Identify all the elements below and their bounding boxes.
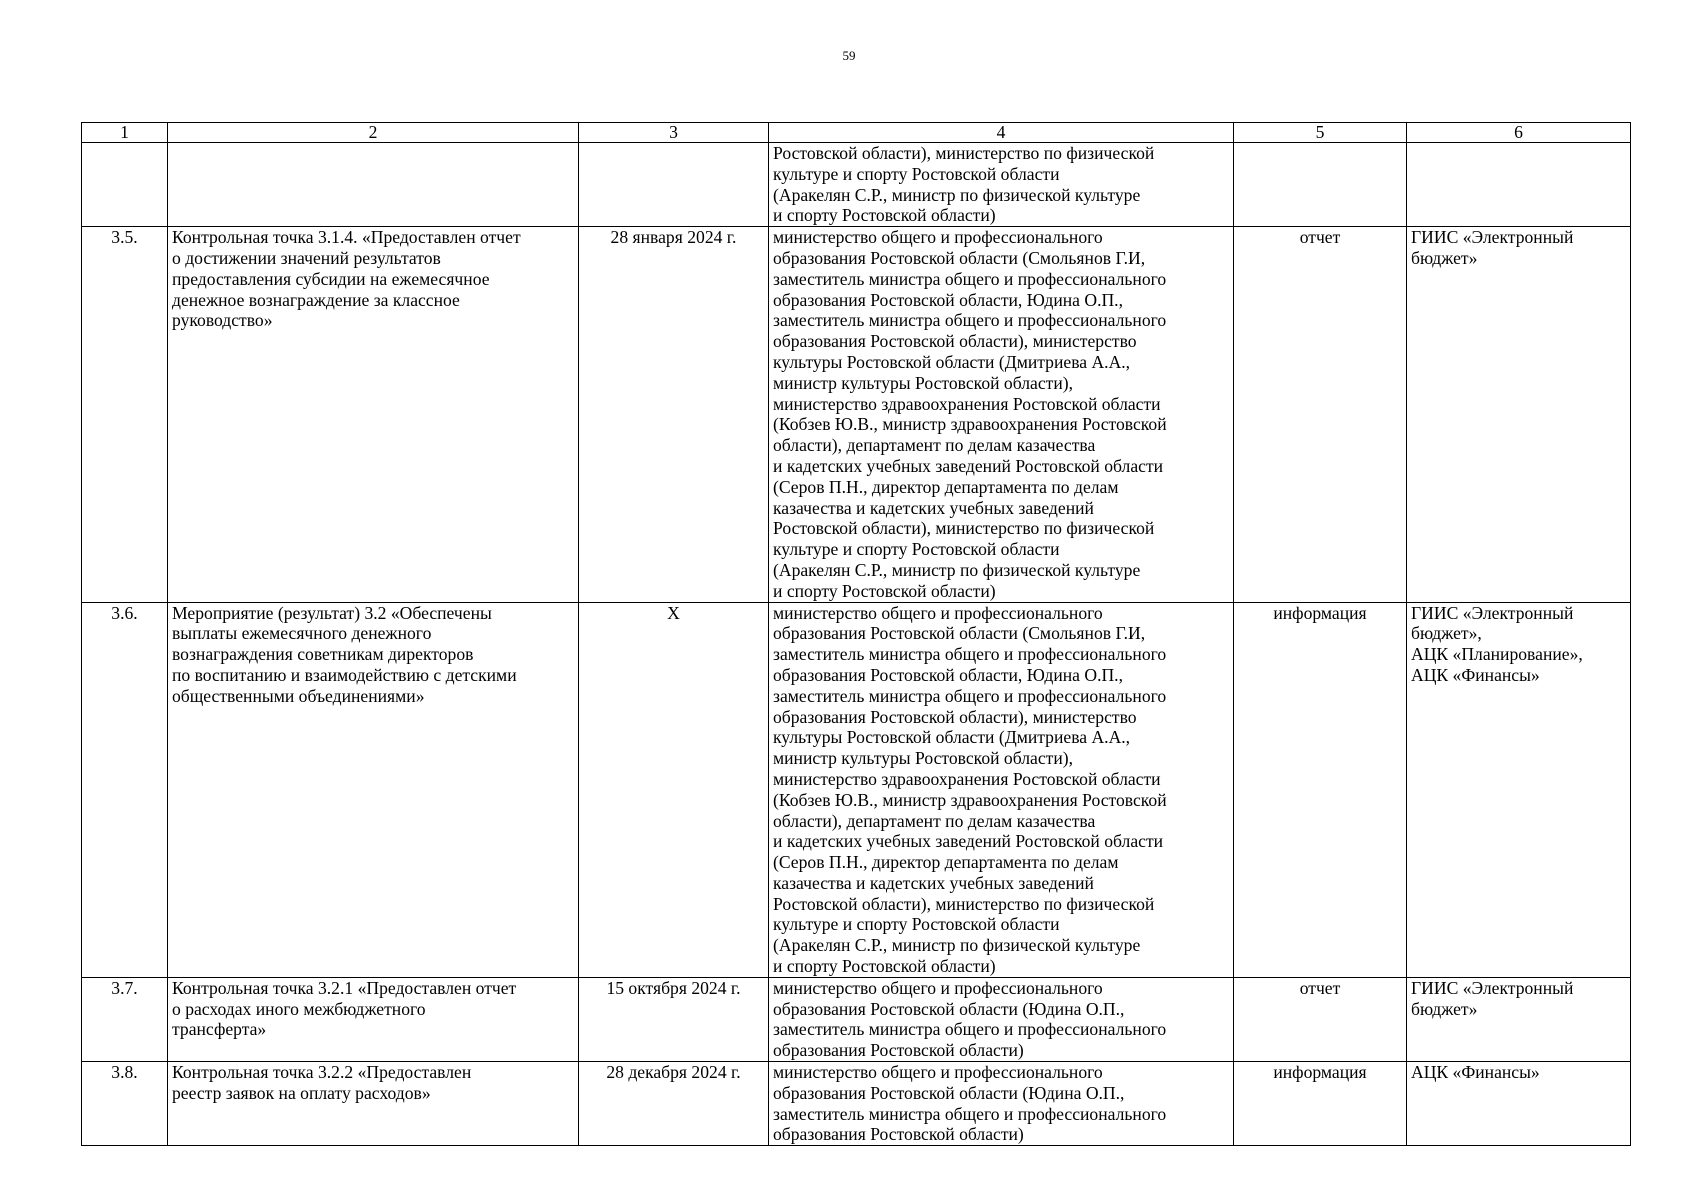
item-name-line: по воспитанию и взаимодействию с детскими — [172, 664, 517, 685]
item-name-line: общественными объединениями» — [172, 685, 425, 706]
responsible-cell — [769, 1062, 1234, 1146]
document-type-cell: отчет — [1234, 977, 1407, 1061]
responsible-line: (Аракелян С.Р., министр по физической культуре — [773, 184, 1141, 205]
responsible-line: образования Ростовской области) — [773, 1040, 1024, 1061]
responsible-line: и спорту Ростовской области) — [773, 580, 996, 601]
information-system-line: бюджет» — [1411, 998, 1478, 1019]
information-system-line: АЦК «Планирование», — [1411, 644, 1583, 665]
item-name-cell — [168, 1062, 579, 1146]
page-number: 59 — [842, 48, 856, 63]
responsible-line: и спорту Ростовской области) — [773, 205, 996, 226]
responsible-line: и кадетских учебных заведений Ростовской области — [773, 455, 1164, 476]
plan-table — [81, 122, 1631, 1146]
responsible-line: образования Ростовской области), министерство — [773, 706, 1137, 727]
row-number-cell — [82, 143, 168, 227]
responsible-line: культуре и спорту Ростовской области — [773, 914, 1060, 935]
table-row — [82, 977, 1631, 1061]
responsible-line: министерство общего и профессионального — [773, 227, 1103, 248]
responsible-line: (Кобзев Ю.В., министр здравоохранения Ростовской — [773, 789, 1167, 810]
responsible-line: заместитель министра общего и профессионального — [773, 268, 1167, 289]
responsible-line: и кадетских учебных заведений Ростовской области — [773, 831, 1164, 852]
date-cell: 28 января 2024 г. — [579, 227, 769, 602]
information-system-line: ГИИС «Электронный — [1411, 227, 1574, 248]
item-name-line: Контрольная точка 3.1.4. «Предоставлен отчет — [172, 227, 521, 248]
document-type-cell: информация — [1234, 602, 1407, 977]
header-col-1: 1 — [82, 123, 168, 143]
responsible-line: и спорту Ростовской области) — [773, 956, 996, 977]
document-type-cell: отчет — [1234, 227, 1407, 602]
responsible-line: (Серов П.Н., директор департамента по делам — [773, 476, 1119, 497]
information-system-line: ГИИС «Электронный — [1411, 977, 1574, 998]
responsible-line: образования Ростовской области (Смольянов Г.И, — [773, 247, 1146, 268]
item-name-cell — [168, 602, 579, 977]
header-row — [82, 123, 1631, 143]
item-name-line: предоставления субсидии на ежемесячное — [172, 268, 490, 289]
responsible-line: области), департамент по делам казачества — [773, 435, 1096, 456]
row-number-cell: 3.6. — [82, 602, 168, 977]
responsible-line: культуре и спорту Ростовской области — [773, 539, 1060, 560]
responsible-cell — [769, 977, 1234, 1061]
item-name-line: трансферта» — [172, 1019, 267, 1040]
table-row — [82, 143, 1631, 227]
responsible-line: области), департамент по делам казачества — [773, 810, 1096, 831]
information-system-line: ГИИС «Электронный — [1411, 602, 1574, 623]
information-system-line: АЦК «Финансы» — [1411, 664, 1540, 685]
responsible-line: (Аракелян С.Р., министр по физической культуре — [773, 559, 1141, 580]
item-name-line: выплаты ежемесячного денежного — [172, 623, 432, 644]
responsible-line: культуры Ростовской области (Дмитриева А.А., — [773, 727, 1131, 748]
responsible-line: министерство общего и профессионального — [773, 1062, 1103, 1083]
responsible-line: образования Ростовской области, Юдина О.П., — [773, 289, 1123, 310]
information-system-cell — [1407, 1062, 1631, 1146]
item-name-line: вознаграждения советникам директоров — [172, 644, 474, 665]
date-cell: 28 декабря 2024 г. — [579, 1062, 769, 1146]
item-name-line: Контрольная точка 3.2.1 «Предоставлен отчет — [172, 977, 517, 998]
date-cell: 15 октября 2024 г. — [579, 977, 769, 1061]
item-name-cell — [168, 977, 579, 1061]
responsible-line: министр культуры Ростовской области), — [773, 372, 1074, 393]
responsible-cell — [769, 227, 1234, 602]
responsible-line: министерство общего и профессионального — [773, 602, 1103, 623]
row-number-cell: 3.8. — [82, 1062, 168, 1146]
item-name-line: Контрольная точка 3.2.2 «Предоставлен — [172, 1062, 472, 1083]
information-system-cell — [1407, 143, 1631, 227]
responsible-line: (Кобзев Ю.В., министр здравоохранения Ростовской — [773, 414, 1167, 435]
responsible-line: образования Ростовской области, Юдина О.П., — [773, 664, 1123, 685]
header-col-5: 5 — [1234, 123, 1407, 143]
item-name-line: Мероприятие (результат) 3.2 «Обеспечены — [172, 602, 492, 623]
item-name-line: реестр заявок на оплату расходов» — [172, 1082, 431, 1103]
responsible-line: заместитель министра общего и профессионального — [773, 685, 1167, 706]
table-row — [82, 602, 1631, 977]
responsible-line: министр культуры Ростовской области), — [773, 748, 1074, 769]
item-name-line: о расходах иного межбюджетного — [172, 998, 426, 1019]
item-name-line: денежное вознаграждение за классное — [172, 289, 460, 310]
information-system-line: бюджет» — [1411, 247, 1478, 268]
responsible-line: (Серов П.Н., директор департамента по делам — [773, 852, 1119, 873]
row-number-cell: 3.7. — [82, 977, 168, 1061]
responsible-line: образования Ростовской области (Смольянов Г.И, — [773, 623, 1146, 644]
responsible-line: Ростовской области), министерство по физической — [773, 518, 1155, 539]
document-type-cell: информация — [1234, 1062, 1407, 1146]
item-name-line: о достижении значений результатов — [172, 247, 441, 268]
document-type-cell — [1234, 143, 1407, 227]
responsible-cell — [769, 143, 1234, 227]
information-system-cell — [1407, 602, 1631, 977]
table-row — [82, 227, 1631, 602]
responsible-line: образования Ростовской области (Юдина О.П., — [773, 1082, 1125, 1103]
header-col-3: 3 — [579, 123, 769, 143]
table-body — [82, 143, 1631, 1146]
information-system-cell — [1407, 227, 1631, 602]
responsible-line: заместитель министра общего и профессионального — [773, 310, 1167, 331]
information-system-line: АЦК «Финансы» — [1411, 1062, 1540, 1083]
information-system-cell — [1407, 977, 1631, 1061]
responsible-line: министерство здравоохранения Ростовской области — [773, 768, 1161, 789]
header-col-4: 4 — [769, 123, 1234, 143]
information-system-line: бюджет», — [1411, 623, 1482, 644]
responsible-line: Ростовской области), министерство по физической — [773, 893, 1155, 914]
item-name-cell — [168, 143, 579, 227]
responsible-line: культуры Ростовской области (Дмитриева А.А., — [773, 351, 1131, 372]
table-row — [82, 1062, 1631, 1146]
responsible-line: казачества и кадетских учебных заведений — [773, 872, 1094, 893]
responsible-line: Ростовской области), министерство по физической — [773, 143, 1155, 163]
responsible-line: (Аракелян С.Р., министр по физической культуре — [773, 935, 1141, 956]
responsible-line: образования Ростовской области) — [773, 1124, 1024, 1145]
responsible-cell — [769, 602, 1234, 977]
responsible-line: заместитель министра общего и профессионального — [773, 1019, 1167, 1040]
date-cell: X — [579, 602, 769, 977]
row-number-cell: 3.5. — [82, 227, 168, 602]
item-name-line: руководство» — [172, 310, 273, 331]
responsible-line: министерство здравоохранения Ростовской области — [773, 393, 1161, 414]
item-name-cell — [168, 227, 579, 602]
date-cell — [579, 143, 769, 227]
responsible-line: культуре и спорту Ростовской области — [773, 163, 1060, 184]
responsible-line: министерство общего и профессионального — [773, 977, 1103, 998]
responsible-line: образования Ростовской области), министерство — [773, 331, 1137, 352]
responsible-line: заместитель министра общего и профессионального — [773, 1103, 1167, 1124]
responsible-line: казачества и кадетских учебных заведений — [773, 497, 1094, 518]
header-col-2: 2 — [168, 123, 579, 143]
responsible-line: образования Ростовской области (Юдина О.П., — [773, 998, 1125, 1019]
responsible-line: заместитель министра общего и профессионального — [773, 644, 1167, 665]
header-col-6: 6 — [1407, 123, 1631, 143]
